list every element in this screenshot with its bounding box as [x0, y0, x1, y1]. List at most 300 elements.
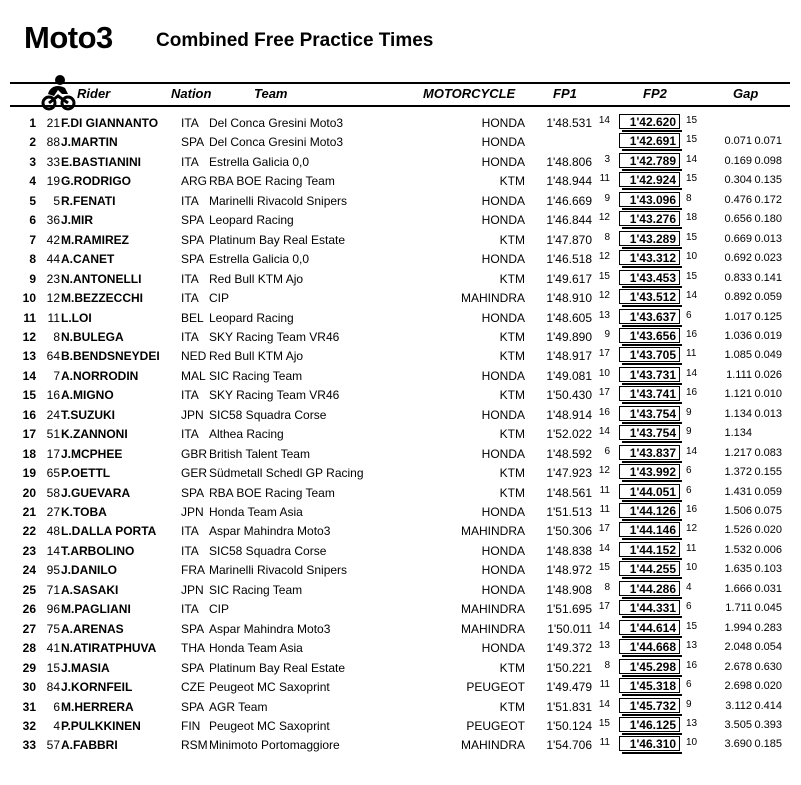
gap-previous-cell: 0.023: [754, 252, 782, 265]
rider-name-cell: K.ZANNONI: [61, 427, 128, 442]
fp2-lap-cell: 9: [686, 698, 692, 710]
gap-previous-cell: 0.414: [754, 699, 782, 712]
fp2-lap-cell: 6: [686, 601, 692, 613]
fp1-time-cell: 1'46.669: [546, 193, 592, 208]
fp1-lap-cell: 17: [598, 387, 610, 399]
motorcycle-cell: HONDA: [481, 641, 525, 656]
rider-number-cell: 23: [46, 271, 60, 286]
rider-name-cell: K.TOBA: [61, 505, 107, 519]
table-row: [0, 406, 801, 425]
nation-cell: ITA: [181, 427, 199, 442]
fp1-lap-cell: 10: [598, 367, 610, 379]
fp1-time-cell: 1'48.605: [546, 310, 592, 325]
gap-first-cell: 1.134: [724, 427, 752, 440]
position-cell: 4: [29, 174, 36, 189]
rider-number-cell: 21: [46, 116, 60, 130]
rider-name-cell: E.BASTIANINI: [61, 154, 142, 169]
rider-name-cell: A.SASAKI: [61, 582, 119, 597]
team-cell: Estrella Galicia 0,0: [209, 154, 310, 169]
table-row: [0, 659, 801, 678]
team-cell: AGR Team: [209, 699, 268, 714]
gap-previous-cell: 0.083: [754, 446, 782, 459]
fp1-lap-cell: 14: [598, 115, 610, 126]
table-row: [0, 153, 801, 172]
col-fp2: FP2: [643, 86, 667, 101]
rider-number-cell: 58: [46, 485, 60, 500]
rider-number-cell: 33: [46, 154, 60, 169]
gap-previous-cell: 0.045: [754, 602, 782, 615]
table-row: [0, 445, 801, 464]
table-row: [0, 386, 801, 405]
nation-cell: THA: [181, 641, 205, 656]
gap-previous-cell: 0.013: [754, 232, 782, 245]
fp1-lap-cell: 11: [599, 173, 610, 185]
team-cell: British Talent Team: [209, 446, 310, 461]
gap-first-cell: 1.506: [724, 505, 752, 517]
fp2-lap-cell: 14: [686, 445, 698, 457]
nation-cell: ITA: [181, 329, 199, 344]
nation-cell: FRA: [181, 563, 205, 578]
fp1-lap-cell: 17: [598, 523, 610, 535]
gap-previous-cell: 0.071: [754, 135, 782, 148]
gap-first-cell: 3.112: [725, 699, 752, 712]
fp2-lap-cell: 12: [686, 523, 698, 535]
fp1-time-cell: 1'49.890: [546, 329, 592, 344]
fp1-time-cell: 1'48.592: [546, 446, 592, 461]
fp2-time-cell: 1'43.096: [619, 192, 680, 207]
position-cell: 17: [22, 427, 36, 442]
motorcycle-cell: HONDA: [481, 154, 525, 169]
fp1-lap-cell: 13: [598, 309, 610, 321]
team-cell: SIC58 Squadra Corse: [209, 407, 327, 422]
fp1-time-cell: 1'48.972: [546, 563, 592, 578]
gap-first-cell: 1.532: [724, 543, 752, 556]
rider-name-cell: N.BULEGA: [61, 329, 124, 344]
nation-cell: BEL: [181, 310, 204, 325]
position-cell: 13: [22, 349, 36, 364]
motorcycle-cell: HONDA: [481, 543, 525, 558]
fp1-time-cell: 1'46.518: [546, 252, 592, 267]
position-cell: 26: [22, 602, 36, 617]
position-cell: 25: [22, 582, 36, 597]
team-cell: CIP: [209, 291, 230, 306]
fp2-lap-cell: 13: [686, 640, 698, 652]
fp2-lap-cell: 16: [686, 504, 698, 515]
team-cell: Red Bull KTM Ajo: [209, 271, 304, 286]
rider-name-cell: A.MIGNO: [61, 388, 114, 403]
gap-first-cell: 0.476: [724, 193, 752, 206]
rider-name-cell: B.BENDSNEYDEI: [61, 349, 160, 364]
team-cell: SKY Racing Team VR46: [209, 388, 340, 403]
rider-name-cell: J.KORNFEIL: [61, 680, 133, 695]
gap-first-cell: 1.711: [725, 602, 752, 615]
fp2-time-cell: 1'44.614: [619, 620, 680, 635]
table-row: [0, 698, 801, 717]
rider-number-cell: 48: [46, 524, 60, 539]
fp1-time-cell: 1'47.870: [546, 232, 592, 247]
motorcycle-cell: HONDA: [481, 563, 525, 578]
fp1-lap-cell: 14: [598, 698, 610, 710]
fp1-lap-cell: 17: [598, 348, 610, 360]
nation-cell: SPA: [181, 485, 205, 500]
position-cell: 21: [22, 505, 36, 519]
nation-cell: ITA: [181, 116, 199, 130]
fp2-time-cell: 1'43.731: [619, 367, 680, 382]
fp2-lap-cell: 10: [686, 737, 698, 749]
fp1-lap-cell: 3: [604, 153, 610, 165]
fp2-lap-cell: 15: [686, 270, 698, 282]
gap-first-cell: 1.121: [724, 388, 752, 401]
fp2-time-cell: 1'43.992: [619, 464, 680, 479]
motorcycle-cell: KTM: [499, 485, 525, 500]
fp1-time-cell: 1'50.011: [547, 621, 592, 636]
fp1-lap-cell: 15: [598, 270, 610, 282]
gap-first-cell: 1.994: [724, 621, 752, 634]
rider-number-cell: 51: [46, 427, 60, 442]
rider-name-cell: N.ATIRATPHUVA: [61, 641, 157, 656]
fp2-time-cell: 1'44.126: [619, 503, 680, 518]
rider-number-cell: 44: [46, 252, 60, 267]
team-cell: Althea Racing: [209, 427, 284, 442]
fp2-lap-cell: 8: [686, 192, 692, 204]
motorcycle-cell: KTM: [499, 427, 525, 442]
fp1-lap-cell: 8: [604, 659, 610, 671]
table-row: [0, 522, 801, 541]
nation-cell: ITA: [181, 193, 199, 208]
fp2-lap-cell: 6: [686, 309, 692, 321]
motorcycle-cell: KTM: [499, 699, 525, 714]
gap-first-cell: 3.505: [724, 718, 752, 731]
nation-cell: ITA: [181, 154, 199, 169]
col-team: Team: [254, 86, 288, 101]
position-cell: 14: [22, 368, 36, 383]
table-row: [0, 717, 801, 736]
motorcycle-cell: HONDA: [481, 116, 525, 130]
team-cell: SIC Racing Team: [209, 582, 303, 597]
fp2-lap-cell: 9: [686, 406, 692, 418]
motorcycle-cell: HONDA: [481, 505, 525, 519]
gap-first-cell: 0.692: [724, 252, 752, 265]
gap-first-cell: 0.169: [724, 154, 752, 167]
motorcycle-cell: HONDA: [481, 407, 525, 422]
motorcycle-cell: KTM: [499, 660, 525, 675]
position-cell: 31: [22, 699, 36, 714]
gap-first-cell: 1.635: [724, 563, 752, 576]
gap-first-cell: 1.217: [724, 446, 752, 459]
gap-previous-cell: 0.630: [754, 660, 782, 673]
rider-number-cell: 75: [46, 621, 60, 636]
position-cell: 33: [22, 738, 36, 753]
fp2-lap-cell: 15: [686, 173, 698, 185]
gap-first-cell: 0.833: [724, 271, 752, 284]
table-row: [0, 211, 801, 230]
fp2-time-cell: 1'44.152: [619, 542, 680, 557]
nation-cell: ITA: [181, 602, 199, 617]
fp1-lap-cell: 17: [598, 601, 610, 613]
fp2-lap-cell: 13: [686, 717, 698, 729]
position-cell: 8: [29, 252, 36, 267]
fp2-lap-cell: 16: [686, 328, 698, 340]
page-title: Combined Free Practice Times: [156, 30, 434, 51]
rider-name-cell: M.HERRERA: [61, 699, 134, 714]
rider-name-cell: P.PULKKINEN: [61, 718, 141, 733]
gap-first-cell: 1.017: [724, 310, 752, 323]
fp2-lap-cell: 6: [686, 679, 692, 691]
table-row: [0, 328, 801, 347]
fp2-time-cell: 1'43.656: [619, 328, 680, 343]
position-cell: 24: [22, 563, 36, 578]
rider-number-cell: 95: [46, 563, 60, 578]
gap-first-cell: 1.111: [726, 368, 752, 381]
fp1-lap-cell: 12: [598, 251, 610, 263]
gap-previous-cell: 0.013: [754, 407, 782, 420]
rider-name-cell: L.DALLA PORTA: [61, 524, 157, 539]
gap-first-cell: 1.372: [724, 466, 752, 479]
gap-previous-cell: 0.049: [754, 349, 782, 362]
fp1-time-cell: 1'49.372: [546, 641, 592, 656]
fp2-lap-cell: 15: [686, 231, 698, 243]
rider-number-cell: 11: [47, 310, 60, 325]
rider-number-cell: 8: [53, 329, 60, 344]
gap-previous-cell: 0.019: [754, 329, 782, 342]
position-cell: 20: [22, 485, 36, 500]
motorcycle-cell: HONDA: [481, 213, 525, 228]
rider-number-cell: 27: [46, 505, 60, 519]
col-rider: Rider: [77, 86, 111, 101]
table-row: [0, 600, 801, 619]
fp2-lap-cell: 15: [686, 115, 698, 126]
rider-name-cell: L.LOI: [61, 310, 92, 325]
position-cell: 10: [22, 291, 36, 306]
team-cell: Platinum Bay Real Estate: [209, 660, 346, 675]
team-cell: Del Conca Gresini Moto3: [209, 135, 344, 150]
fp1-time-cell: 1'51.831: [546, 699, 592, 714]
fp1-lap-cell: 13: [598, 640, 610, 652]
team-cell: Leopard Racing: [209, 310, 294, 325]
gap-previous-cell: 0.172: [754, 193, 782, 206]
fp1-time-cell: 1'48.838: [546, 543, 592, 558]
header-rule-bottom: [10, 105, 790, 107]
rider-name-cell: A.NORRODIN: [61, 368, 139, 383]
rider-number-cell: 17: [46, 446, 60, 461]
position-cell: 5: [29, 193, 36, 208]
gap-previous-cell: 0.031: [754, 582, 782, 595]
motorcycle-cell: HONDA: [481, 252, 525, 267]
gap-previous-cell: 0.006: [754, 543, 782, 556]
position-cell: 27: [22, 621, 36, 636]
rider-name-cell: M.RAMIREZ: [61, 232, 129, 247]
table-row: [0, 620, 801, 639]
fp2-lap-cell: 6: [686, 465, 692, 477]
rider-number-cell: 5: [53, 193, 60, 208]
fp1-time-cell: 1'49.617: [546, 271, 592, 286]
motorcycle-cell: HONDA: [481, 310, 525, 325]
rider-name-cell: P.OETTL: [61, 466, 111, 481]
nation-cell: ITA: [181, 524, 199, 539]
fp1-time-cell: 1'50.306: [546, 524, 592, 539]
table-row: [0, 133, 801, 152]
gap-previous-cell: 0.180: [754, 213, 782, 226]
position-cell: 16: [22, 407, 36, 422]
team-cell: Südmetall Schedl GP Racing: [209, 466, 364, 481]
gap-first-cell: 2.678: [724, 660, 752, 673]
motorcycle-cell: KTM: [499, 466, 525, 481]
rider-name-cell: J.MIR: [61, 213, 94, 228]
fp1-lap-cell: 9: [604, 328, 610, 340]
fp2-time-cell: 1'43.705: [619, 347, 680, 362]
position-cell: 22: [22, 524, 36, 539]
gap-first-cell: 0.071: [724, 135, 752, 148]
table-row: [0, 231, 801, 250]
table-row: [0, 678, 801, 697]
fp1-time-cell: 1'51.695: [546, 602, 592, 617]
position-cell: 19: [22, 466, 36, 481]
position-cell: 29: [22, 660, 36, 675]
team-cell: Minimoto Portomaggiore: [209, 738, 340, 753]
table-row: [0, 270, 801, 289]
gap-first-cell: 1.134: [724, 407, 752, 420]
table-row: [0, 639, 801, 658]
fp1-lap-cell: 15: [598, 717, 610, 729]
table-row: [0, 736, 801, 755]
gap-first-cell: 1.666: [724, 582, 752, 595]
fp2-lap-cell: 16: [686, 659, 698, 671]
fp1-time-cell: 1'54.706: [546, 738, 592, 753]
fp2-lap-cell: 11: [686, 348, 697, 360]
fp1-time-cell: 1'48.561: [546, 485, 592, 500]
fp1-time-cell: 1'51.513: [546, 505, 592, 519]
gap-previous-cell: 0.125: [754, 310, 782, 323]
fp1-lap-cell: 11: [599, 504, 610, 515]
position-cell: 6: [29, 213, 36, 228]
rider-name-cell: R.FENATI: [61, 193, 116, 208]
fp1-time-cell: 1'52.022: [546, 427, 592, 442]
fp1-time-cell: 1'48.806: [546, 154, 592, 169]
fp2-time-cell: 1'42.691: [619, 133, 680, 148]
gap-previous-cell: 0.020: [754, 680, 782, 693]
fp2-lap-cell: 10: [686, 562, 698, 574]
header-rule-top: [10, 82, 790, 84]
motorcycle-cell: MAHINDRA: [460, 738, 525, 753]
position-cell: 18: [22, 446, 36, 461]
position-cell: 3: [29, 154, 36, 169]
team-cell: Red Bull KTM Ajo: [209, 349, 304, 364]
rider-number-cell: 41: [46, 641, 60, 656]
gap-first-cell: 1.431: [724, 485, 752, 498]
rider-number-cell: 19: [46, 174, 60, 189]
fp2-lap-cell: 14: [686, 367, 698, 379]
fp2-time-cell: 1'44.331: [619, 600, 680, 615]
rider-number-cell: 84: [46, 680, 60, 695]
fp1-time-cell: 1'48.531: [546, 116, 592, 130]
fp1-time-cell: 1'50.430: [546, 388, 592, 403]
fp1-lap-cell: 9: [604, 192, 610, 204]
rider-name-cell: J.MARTIN: [61, 135, 118, 150]
gap-first-cell: 2.048: [724, 641, 752, 654]
fp1-time-cell: 1'48.910: [546, 291, 592, 306]
fp2-time-cell: 1'43.754: [619, 406, 680, 421]
nation-cell: JPN: [181, 582, 204, 597]
gap-previous-cell: 0.059: [754, 291, 782, 304]
rider-name-cell: N.ANTONELLI: [61, 271, 142, 286]
gap-previous-cell: 0.283: [754, 621, 782, 634]
rider-number-cell: 88: [46, 135, 60, 150]
fp2-time-cell: 1'44.668: [619, 639, 680, 654]
nation-cell: ITA: [181, 388, 199, 403]
gap-first-cell: 0.304: [724, 174, 752, 187]
rider-number-cell: 4: [53, 718, 60, 733]
fp1-time-cell: 1'49.479: [546, 680, 592, 695]
nation-cell: MAL: [181, 368, 206, 383]
fp2-lap-cell: 9: [686, 426, 692, 438]
rider-number-cell: 64: [46, 349, 60, 364]
fp1-lap-cell: 11: [599, 737, 610, 749]
fp2-time-cell: 1'43.754: [619, 425, 680, 440]
team-cell: Marinelli Rivacold Snipers: [209, 193, 348, 208]
rider-name-cell: A.ARENAS: [61, 621, 124, 636]
team-cell: Marinelli Rivacold Snipers: [209, 563, 348, 578]
position-cell: 9: [29, 271, 36, 286]
col-nation: Nation: [171, 86, 212, 101]
table-row: [0, 464, 801, 483]
position-cell: 30: [22, 680, 36, 695]
fp2-lap-cell: 18: [686, 212, 698, 224]
gap-first-cell: 1.526: [724, 524, 752, 537]
gap-previous-cell: 0.185: [754, 738, 782, 751]
motorcycle-cell: MAHINDRA: [460, 602, 525, 617]
team-cell: SIC58 Squadra Corse: [209, 543, 327, 558]
gap-first-cell: 1.036: [724, 329, 752, 342]
fp1-time-cell: 1'50.124: [546, 718, 592, 733]
nation-cell: JPN: [181, 407, 204, 422]
fp1-lap-cell: 11: [599, 484, 610, 496]
rider-number-cell: 36: [46, 213, 60, 228]
nation-cell: ITA: [181, 543, 199, 558]
gap-previous-cell: 0.393: [754, 718, 782, 731]
table-row: [0, 192, 801, 211]
motorcycle-cell: KTM: [499, 349, 525, 364]
position-cell: 1: [29, 116, 36, 130]
fp2-lap-cell: 14: [686, 290, 698, 302]
nation-cell: ITA: [181, 271, 199, 286]
rider-name-cell: J.DANILO: [61, 563, 118, 578]
motorcycle-cell: KTM: [499, 388, 525, 403]
nation-cell: SPA: [181, 135, 205, 150]
fp2-time-cell: 1'43.837: [619, 445, 680, 460]
nation-cell: RSM: [181, 738, 208, 753]
rider-name-cell: G.RODRIGO: [61, 174, 132, 189]
fp2-lap-cell: 16: [686, 387, 698, 399]
fp2-lap-cell: 11: [686, 542, 697, 554]
team-cell: Estrella Galicia 0,0: [209, 252, 310, 267]
nation-cell: FIN: [181, 718, 201, 733]
nation-cell: ITA: [181, 291, 199, 306]
fp2-lap-cell: 15: [686, 134, 698, 146]
motorcycle-cell: MAHINDRA: [460, 291, 525, 306]
rider-number-cell: 7: [53, 368, 60, 383]
motorcycle-cell: MAHINDRA: [460, 524, 525, 539]
position-cell: 32: [22, 718, 36, 733]
gap-previous-cell: 0.155: [754, 466, 782, 479]
fp2-lap-cell: 4: [686, 581, 692, 593]
motorcycle-cell: HONDA: [481, 368, 525, 383]
nation-cell: GBR: [181, 446, 208, 461]
motorcycle-cell: HONDA: [481, 582, 525, 597]
rider-name-cell: J.MASIA: [61, 660, 110, 675]
table-row: [0, 581, 801, 600]
rider-name-cell: T.ARBOLINO: [61, 543, 135, 558]
gap-first-cell: 0.669: [724, 232, 752, 245]
